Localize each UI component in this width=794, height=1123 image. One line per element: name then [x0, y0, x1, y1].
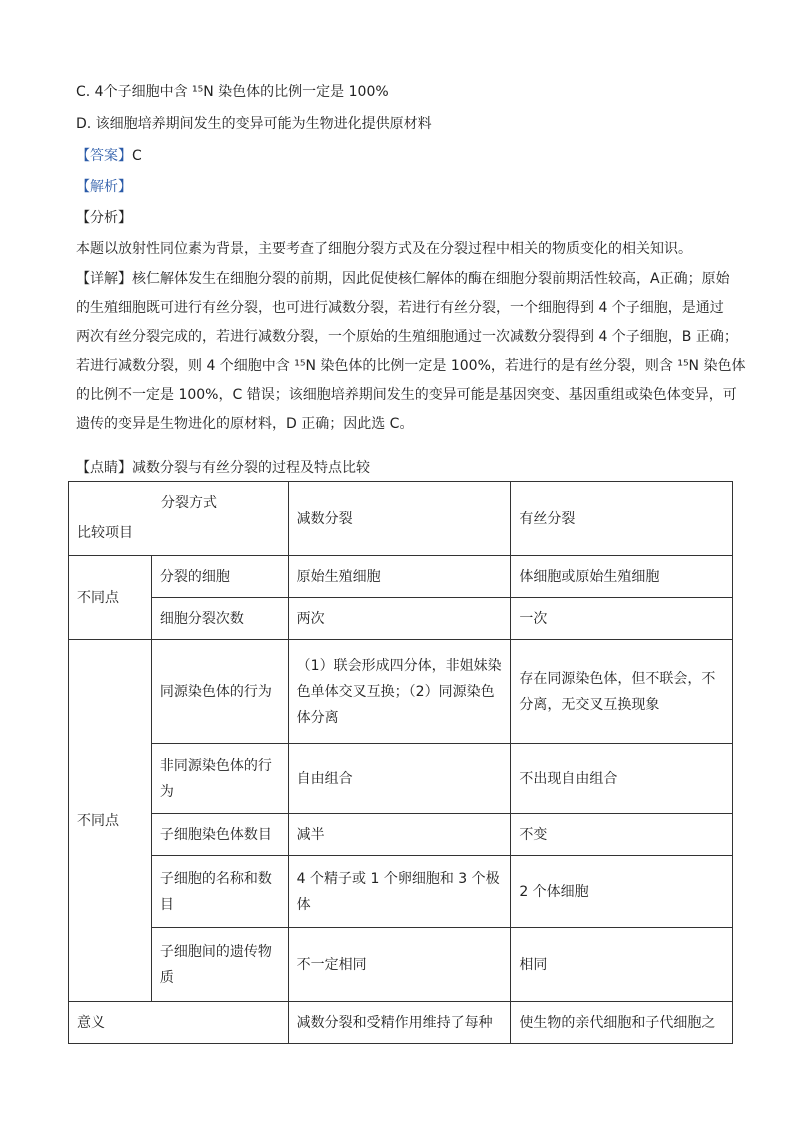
header-meiosis: 减数分裂 [288, 482, 511, 556]
table-row [69, 814, 733, 856]
header-compare-item: 比较项目 [77, 525, 133, 541]
row-item: 同源染色体的行为 [151, 640, 288, 744]
row-item: 分裂的细胞 [151, 556, 288, 598]
answer-line [76, 147, 142, 165]
table-row [69, 598, 733, 640]
detail-line-3: 两次有丝分裂完成的，若进行减数分裂，一个原始的生殖细胞通过一次减数分裂得到 4 个子细胞，B 正确； [76, 329, 738, 345]
row-meiosis: 原始生殖细胞 [288, 556, 511, 598]
table-row [69, 928, 733, 1002]
analysis-tag: 【解析】 [76, 179, 132, 195]
header-split-method: 分裂方式 [161, 495, 217, 511]
fenxi-tag: 【分析】 [76, 210, 132, 226]
row-meiosis: 自由组合 [288, 744, 511, 814]
table-row [69, 744, 733, 814]
detail-tag: 【详解】 [76, 271, 132, 287]
group-label-1: 不同点 [69, 556, 152, 640]
detail-line-4: 若进行减数分裂，则 4 个细胞中含 ¹⁵N 染色体的比例一定是 100%，若进行的是有丝分裂，则含 ¹⁵N 染色体 [76, 358, 746, 374]
dianjing-text: 减数分裂与有丝分裂的过程及特点比较 [132, 460, 370, 476]
row-mitosis: 使生物的亲代细胞和子代细胞之 [511, 1002, 733, 1044]
header-mitosis: 有丝分裂 [511, 482, 733, 556]
option-d: D. 该细胞培养期间发生的变异可能为生物进化提供原材料 [76, 116, 432, 132]
row-mitosis: 存在同源染色体，但不联会，不分离，无交叉互换现象 [511, 640, 733, 744]
answer-tag: 【答案】 [76, 148, 132, 164]
row-item: 子细胞染色体数目 [151, 814, 288, 856]
table-row [69, 1002, 733, 1044]
detail-line-2: 的生殖细胞既可进行有丝分裂，也可进行减数分裂，若进行有丝分裂，一个细胞得到 4 个子细胞，是通过 [76, 300, 724, 316]
diagonal-header-cell [69, 482, 289, 556]
table-row [69, 556, 733, 598]
dianjing-line [76, 459, 370, 477]
row-meiosis: 减半 [288, 814, 511, 856]
row-mitosis: 2 个体细胞 [511, 856, 733, 928]
answer-value: C [132, 148, 142, 164]
row-item: 子细胞的名称和数目 [151, 856, 288, 928]
row-mitosis: 不变 [511, 814, 733, 856]
comparison-table [68, 481, 733, 1044]
detail-line-5: 的比例不一定是 100%，C 错误；该细胞培养期间发生的变异可能是基因突变、基因重组或染色体变异，可 [76, 387, 737, 403]
row-item: 子细胞间的遗传物质 [151, 928, 288, 1002]
row-mitosis: 体细胞或原始生殖细胞 [511, 556, 733, 598]
table-row [69, 640, 733, 744]
table-header-row [69, 482, 733, 556]
detail-line-1 [76, 265, 730, 294]
row-meiosis: 两次 [288, 598, 511, 640]
row-mitosis: 不出现自由组合 [511, 744, 733, 814]
table-row [69, 856, 733, 928]
row-mitosis: 相同 [511, 928, 733, 1002]
fenxi-text: 本题以放射性同位素为背景，主要考查了细胞分裂方式及在分裂过程中相关的物质变化的相关知识。 [76, 241, 692, 257]
row-meiosis: 不一定相同 [288, 928, 511, 1002]
group-label-2: 不同点 [69, 640, 152, 1002]
row-meiosis: （1）联会形成四分体，非姐妹染色单体交叉互换；（2）同源染色体分离 [288, 640, 511, 744]
row-item: 非同源染色体的行为 [151, 744, 288, 814]
detail-text-1: 核仁解体发生在细胞分裂的前期，因此促使核仁解体的酶在细胞分裂前期活性较高，A正确；原始 [132, 271, 730, 287]
detail-line-6: 遗传的变异是生物进化的原材料，D 正确；因此选 C。 [76, 416, 414, 432]
row-item: 细胞分裂次数 [151, 598, 288, 640]
row-meiosis: 4 个精子或 1 个卵细胞和 3 个极体 [288, 856, 511, 928]
option-c: C. 4个子细胞中含 ¹⁵N 染色体的比例一定是 100% [76, 84, 389, 100]
row-mitosis: 一次 [511, 598, 733, 640]
row-meiosis: 减数分裂和受精作用维持了每种 [288, 1002, 511, 1044]
detail-paragraph [76, 265, 746, 439]
dianjing-tag: 【点睛】 [76, 460, 132, 476]
row-item-significance: 意义 [69, 1002, 289, 1044]
